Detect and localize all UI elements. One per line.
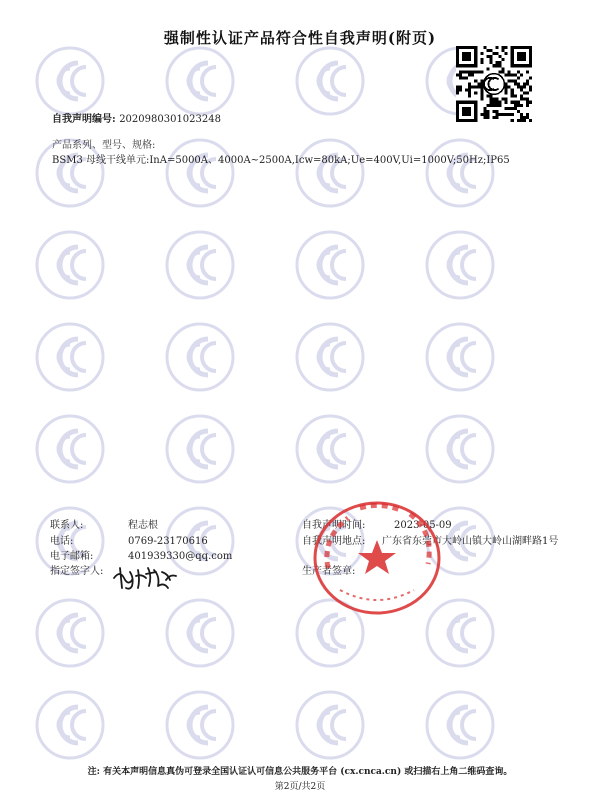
contact-person-label: 联系人: xyxy=(50,520,84,531)
declaration-place-value: 广东省东莞市大岭山镇大岭山湖畔路1号 xyxy=(382,536,559,547)
phone-label: 电话: xyxy=(50,536,74,547)
watermark-emblem-icon xyxy=(424,689,496,761)
watermark-emblem-icon xyxy=(164,321,236,393)
declaration-number-value: 2020980301023248 xyxy=(119,114,221,125)
watermark-emblem-icon xyxy=(34,413,106,485)
qr-code[interactable] xyxy=(456,46,532,122)
watermark-emblem-icon xyxy=(294,321,366,393)
handwritten-signature xyxy=(110,560,180,592)
phone-row xyxy=(50,532,208,547)
email-value: 401939330@qq.com xyxy=(128,551,233,562)
declaration-time-label: 自我声明时间: xyxy=(302,520,366,531)
watermark-emblem-icon xyxy=(34,45,106,117)
declaration-number xyxy=(52,110,221,125)
watermark-emblem-icon xyxy=(164,413,236,485)
phone-value: 0769-23170616 xyxy=(128,536,208,547)
watermark-emblem-icon xyxy=(294,229,366,301)
watermark-emblem-icon xyxy=(294,45,366,117)
declaration-place-label: 自我声明地点: xyxy=(302,536,366,547)
page-title: 强制性认证产品符合性自我声明(附页) xyxy=(163,29,437,47)
watermark-emblem-icon xyxy=(424,413,496,485)
declaration-time-value: 2023-05-09 xyxy=(394,520,452,531)
manufacturer-signature-label: 生产者签章: xyxy=(302,566,356,577)
watermark-emblem-icon xyxy=(164,229,236,301)
email-label: 电子邮箱: xyxy=(50,551,94,562)
product-label: 产品系列、型号、规格: xyxy=(52,140,156,151)
signer-label: 指定签字人: xyxy=(50,566,104,577)
watermark-emblem-icon xyxy=(424,137,496,209)
watermark-emblem-icon xyxy=(34,321,106,393)
watermark-emblem-icon xyxy=(164,689,236,761)
company-seal xyxy=(310,498,444,618)
contact-person-row xyxy=(50,516,158,531)
product-description: BSM3 母线干线单元:InA=5000A、4000A~2500A,Icw=80kA;Ue=400V,Ui=1000V;50Hz;IP65 xyxy=(52,155,510,166)
watermark-emblem-icon xyxy=(424,321,496,393)
watermark-emblem-icon xyxy=(34,689,106,761)
watermark-emblem-icon xyxy=(34,229,106,301)
watermark-emblem-icon xyxy=(294,689,366,761)
watermark-emblem-icon xyxy=(424,229,496,301)
contact-person-value: 程志根 xyxy=(128,520,158,531)
page-number: 第2页/共2页 xyxy=(274,782,326,792)
declaration-number-label: 自我声明编号: xyxy=(52,114,116,125)
watermark-emblem-icon xyxy=(164,137,236,209)
watermark-emblem-icon xyxy=(164,45,236,117)
watermark-emblem-icon xyxy=(34,597,106,669)
watermark-emblem-icon xyxy=(164,597,236,669)
signer-row xyxy=(50,562,103,577)
watermark-emblem-icon xyxy=(294,137,366,209)
watermark-emblem-icon xyxy=(294,413,366,485)
footer-note: 注: 有关本声明信息真伪可登录全国认证认可信息公共服务平台 (cx.cnca.cn) 或扫描右上角二维码查询。 xyxy=(87,767,513,777)
